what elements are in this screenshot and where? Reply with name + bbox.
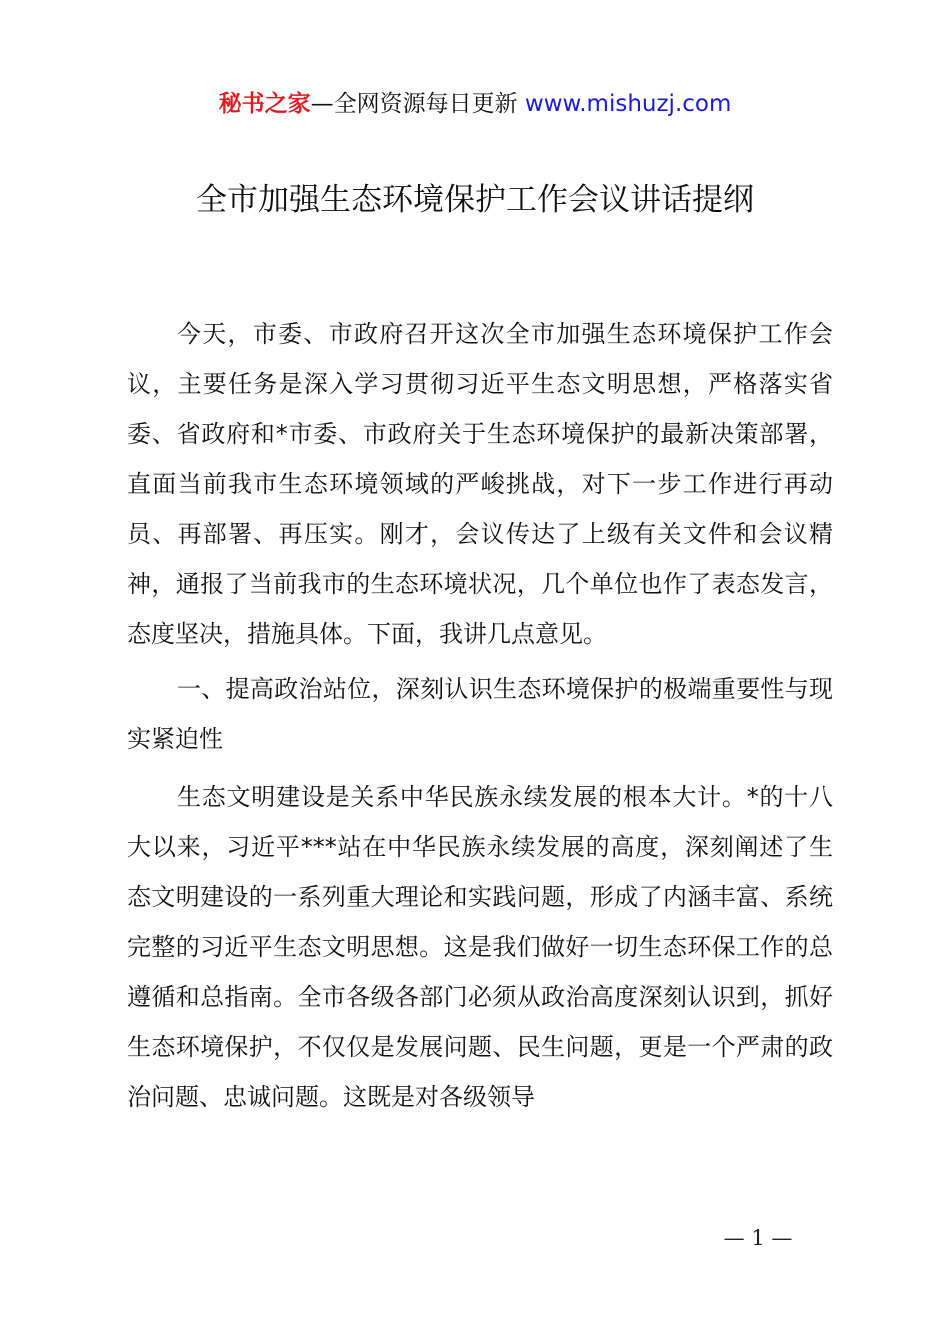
intro-paragraph: 今天，市委、市政府召开这次全市加强生态环境保护工作会议，主要任务是深入学习贯彻习近平生态文明思想，严格落实省委、省政府和*市委、市政府关于生态环境保护的最新决策部署，直面当前我市生态环境领域的严峻挑战，对下一步工作进行再动员、再部署、再压实。刚才，会议传达了上级有关文件和会议精神，通报了当前我市的生态环境状况，几个单位也作了表态发言，态度坚决，措施具体。下面，我讲几点意见。 [127,320,833,648]
site-brand-name: 秘书之家 [218,91,311,117]
site-header-banner [0,86,950,122]
page-number: — 1 — [723,1226,793,1250]
document-title: 全市加强生态环境保护工作会议讲话提纲 [196,182,754,218]
site-slogan: —全网资源每日更新 [310,91,525,117]
site-url-link[interactable]: www.mishuzj.com [524,91,732,117]
document-body [127,309,833,1122]
section-1-paragraph: 生态文明建设是关系中华民族永续发展的根本大计。*的十八大以来，习近平***站在中华民族永续发展的高度，深刻阐述了生态文明建设的一系列重大理论和实践问题，形成了内涵丰富、系统完整的习近平生态文明思想。这是我们做好一切生态环保工作的总遵循和总指南。全市各级各部门必须从政治高度深刻认识到，抓好生态环境保护，不仅仅是发展问题、民生问题，更是一个严肃的政治问题、忠诚问题。这既是对各级领导 [127,783,833,1111]
section-heading-1: 一、提高政治站位，深刻认识生态环境保护的极端重要性与现实紧迫性 [127,675,833,753]
